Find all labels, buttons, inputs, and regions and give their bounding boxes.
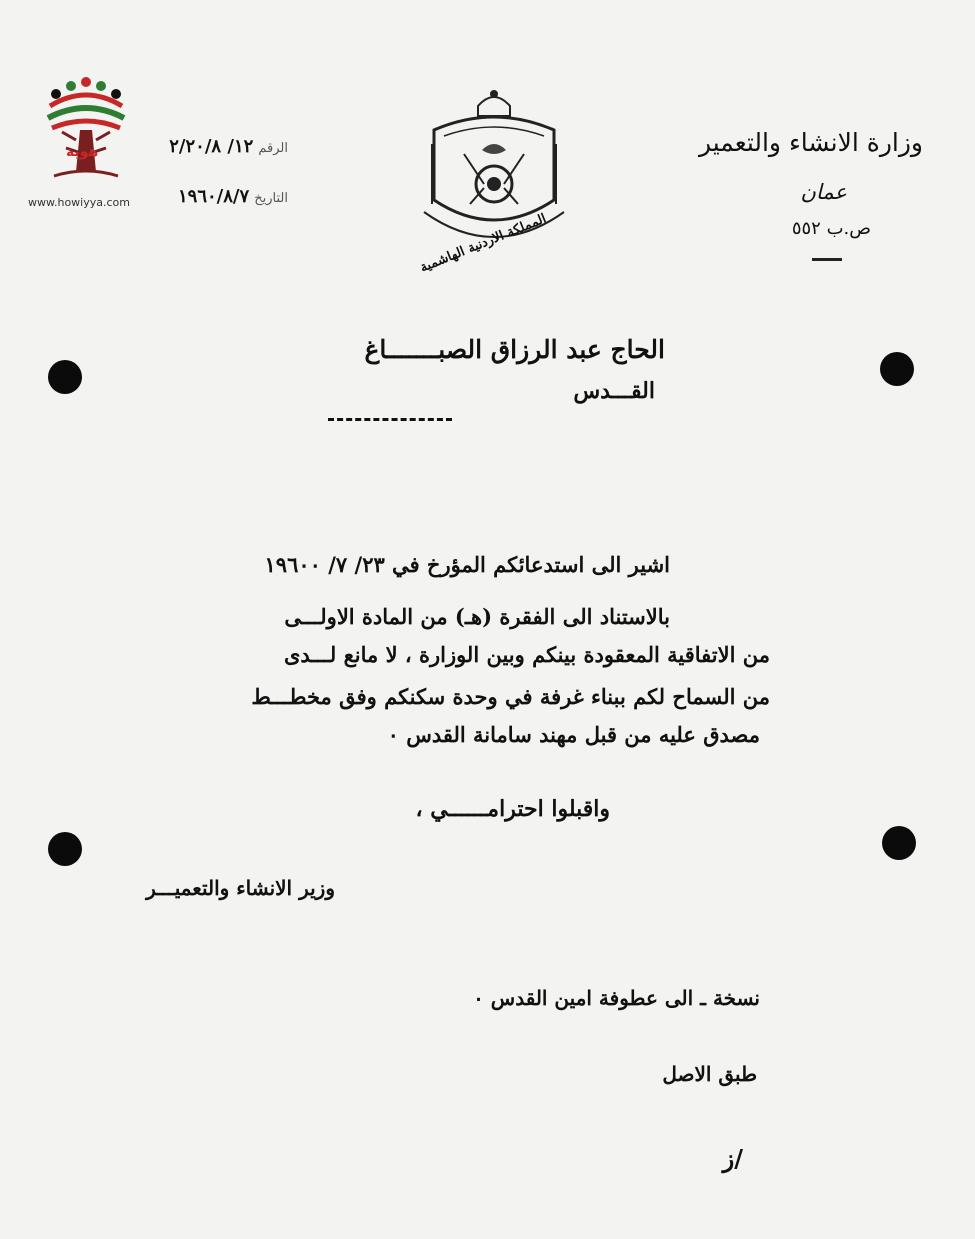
- emblem-caption: المملكة الاردنية الهاشمية: [418, 211, 549, 276]
- signature-title: وزير الانشاء والتعميـــر: [146, 876, 335, 900]
- copy-note: نسخة ـ الى عطوفة امين القدس ٠: [473, 986, 760, 1010]
- punch-hole-bottom-left: [48, 832, 82, 866]
- punch-hole-bottom-right: [882, 826, 916, 860]
- addressee-name: الحاج عبد الرزاق الصبـــــــاغ: [364, 335, 665, 364]
- tree-emblem-icon: [36, 72, 136, 192]
- ministry-city: عمان: [800, 180, 847, 204]
- body-line-2: بالاستناد الى الفقرة (هـ) من المادة الاولـــى: [284, 604, 670, 629]
- punch-hole-top-left: [48, 360, 82, 394]
- body-line-5: مصدق عليه من قبل مهند سامانة القدس ٠: [387, 722, 760, 747]
- body-line-4: من السماح لكم ببناء غرفة في وحدة سكنكم وفق مخطـــط: [251, 684, 770, 709]
- howiyya-logo: [36, 72, 136, 192]
- watermark-site: www.howiyya.com: [28, 196, 130, 209]
- addressee-underline: [328, 418, 452, 421]
- ministry-name: وزارة الانشاء والتعمير: [698, 128, 923, 157]
- addressee-city: القـــدس: [573, 378, 655, 404]
- ref-value: ١٢/ ٢/٢٠/٨: [169, 136, 254, 157]
- initials: /ز: [722, 1144, 743, 1173]
- certified-true-copy: طبق الاصل: [662, 1062, 757, 1086]
- date-label: التاريخ: [254, 191, 288, 206]
- ministry-pobox: ص.ب ٥٥٢: [791, 218, 871, 239]
- jordan-coat-of-arms: [414, 84, 574, 284]
- ref-number-row: [8, 136, 288, 157]
- body-line-3: من الاتفاقية المعقودة بينكم وبين الوزارة ، لا مانع لـــدى: [283, 642, 770, 667]
- ref-label: الرقم: [258, 141, 288, 156]
- closing-line: واقبلوا احترامــــــي ،: [415, 796, 610, 822]
- punch-hole-top-right: [880, 352, 914, 386]
- date-row: [8, 186, 288, 207]
- body-line-1: اشير الى استدعائكم المؤرخ في ٢٣/ ٧/ ١٩٦٠٠: [264, 552, 670, 577]
- date-value: ١٩٦٠/٨/٧: [178, 186, 250, 207]
- logo-word: هوية: [66, 144, 99, 160]
- pobox-underline: [812, 258, 842, 261]
